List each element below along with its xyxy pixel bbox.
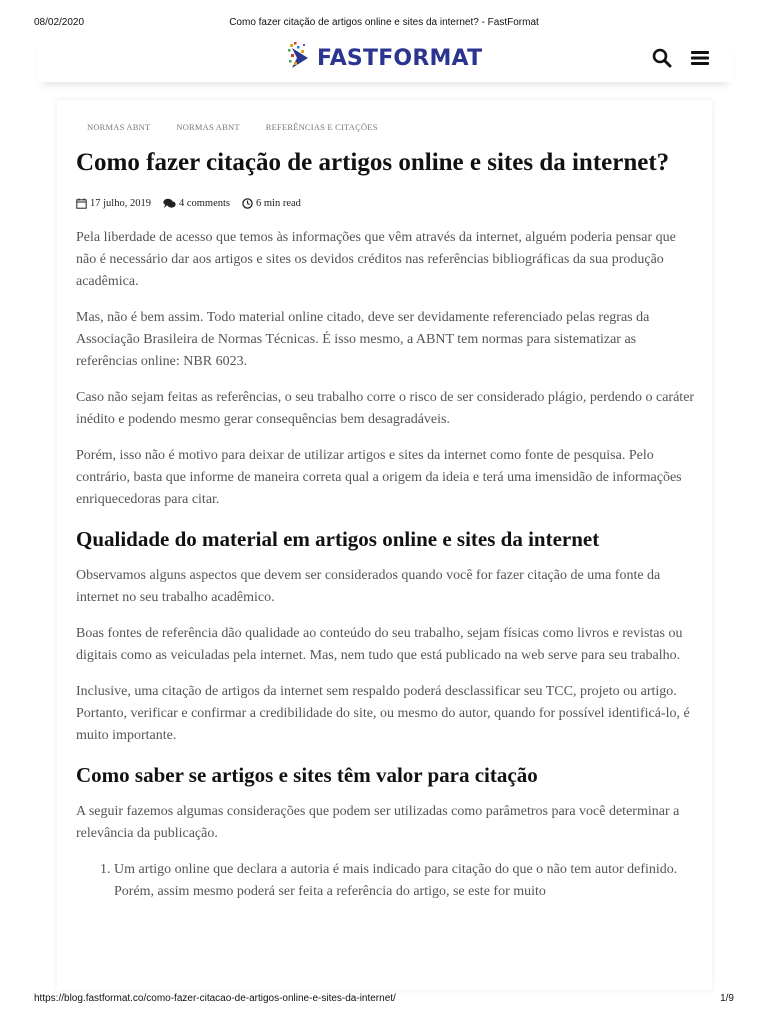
paragraph: Boas fontes de referência dão qualidade ao conteúdo do seu trabalho, sejam físicas como livros e revistas ou digitais como as veiculadas pela internet. Mas, nem tudo que está publicado na web serve para seu trabalho. (76, 626, 683, 663)
article-content (76, 147, 696, 903)
paragraph: Caso não sejam feitas as referências, o seu trabalho corre o risco de ser considerado plágio, perdendo o caráter inédito e podendo mesmo gerar consequências bem desagradáveis. (76, 390, 695, 427)
post-read-time: 6 min read (242, 198, 301, 209)
calendar-icon (76, 198, 87, 209)
comments-icon (163, 198, 176, 209)
category-list (87, 122, 404, 132)
print-page-number: 1/9 (720, 993, 734, 1004)
paragraph: Inclusive, uma citação de artigos da internet sem respaldo poderá desclassificar seu TCC, projeto ou artigo. Portanto, verificar e confirmar a credibilidade do site, ou mesmo do autor, quando for possível identificá-lo, é muito importante. (76, 684, 690, 743)
paragraph: Pela liberdade de acesso que temos às informações que vêm através da internet, alguém poderia pensar que não é necessário dar aos artigos e sites os devidos créditos nas referências bibliográficas da sua produção acadêmica. (76, 230, 676, 289)
category-link[interactable]: REFERÊNCIAS E CITAÇÕES (265, 122, 378, 132)
paragraph: A seguir fazemos algumas considerações que podem ser utilizadas como parâmetros para você determinar a relevância da publicação. (76, 804, 680, 841)
post-meta (76, 196, 696, 210)
post-date: 17 julho, 2019 (76, 198, 151, 209)
print-header (0, 17, 768, 31)
site-header (38, 38, 732, 82)
category-link[interactable]: NORMAS ABNT (176, 122, 240, 132)
search-icon[interactable] (652, 48, 672, 68)
clock-icon (242, 198, 253, 209)
list-item: 1. Um artigo online que declara a autoria é mais indicado para citação do que o não tem autor definido. Porém, assim mesmo poderá ser feita a referência do artigo, se este for muito (114, 859, 696, 903)
category-link[interactable]: NORMAS ABNT (87, 122, 151, 132)
paragraph: Observamos alguns aspectos que devem ser considerados quando você for fazer citação de uma fonte da internet no seu trabalho acadêmico. (76, 568, 661, 605)
hamburger-menu-icon[interactable] (690, 48, 710, 68)
paragraph: Porém, isso não é motivo para deixar de utilizar artigos e sites da internet como fonte de pesquisa. Pelo contrário, basta que informe de maneira correta qual a origem da ideia e terá uma imensidão de informações enriquecedoras para citar. (76, 448, 682, 507)
site-logo[interactable] (288, 42, 482, 74)
print-footer (0, 993, 768, 1007)
logo-wordmark: FASTFORMAT (317, 45, 483, 71)
print-title: Como fazer citação de artigos online e sites da internet? - FastFormat (229, 17, 539, 28)
post-comments[interactable]: 4 comments (163, 198, 230, 209)
print-url: https://blog.fastformat.co/como-fazer-citacao-de-artigos-online-e-sites-da-internet/ (34, 993, 396, 1004)
article-card (57, 100, 712, 990)
considerations-list (76, 859, 696, 903)
section-heading: Como saber se artigos e sites têm valor para citação (76, 763, 538, 787)
print-date: 08/02/2020 (34, 17, 85, 28)
post-title: Como fazer citação de artigos online e sites da internet? (76, 149, 670, 176)
section-heading: Qualidade do material em artigos online e sites da internet (76, 527, 600, 551)
fastformat-logo-icon (288, 42, 316, 74)
paragraph: Mas, não é bem assim. Todo material online citado, deve ser devidamente referenciado pelas regras da Associação Brasileira de Normas Técnicas. É isso mesmo, a ABNT tem normas para sistematizar as referências online: NBR 6023. (76, 310, 650, 369)
